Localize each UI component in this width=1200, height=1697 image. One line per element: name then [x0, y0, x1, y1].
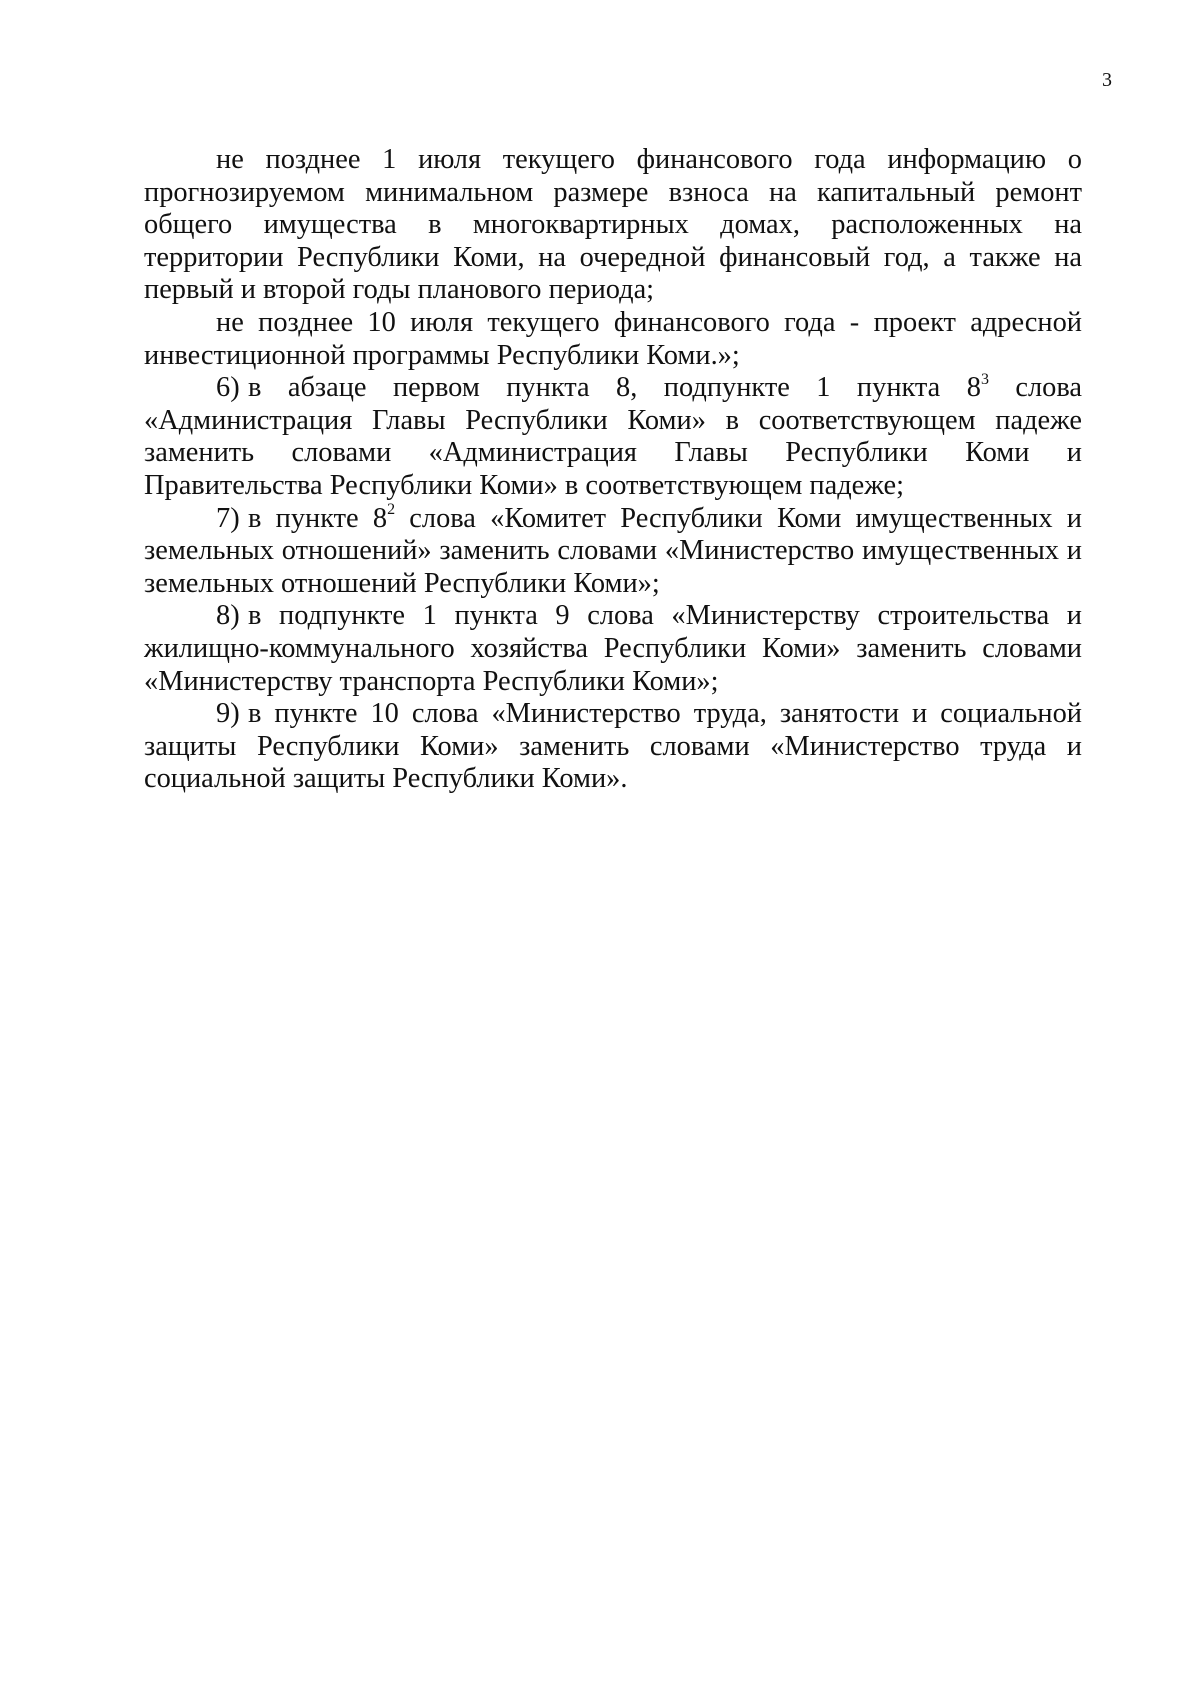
item-number: 9)	[216, 698, 240, 730]
paragraph-deadline-july-1: не позднее 1 июля текущего финансового года информацию о прогнозируемом минимальном размере взноса на капитальный ремонт общего имущества в многоквартирных домах, расположенных на территории Республики Коми, на очередной финансовый год, а также на первый и второй годы планового периода;	[144, 144, 1082, 306]
document-body	[144, 144, 1082, 796]
item-text-part: слова «Комитет Республики Коми имущественных и земельных отношений» заменить словами «Министерство имущественных и земельных отношений Республики Коми»;	[144, 502, 1082, 599]
paragraph-item-9	[144, 698, 1082, 796]
superscript: 2	[387, 501, 396, 519]
paragraph-item-8	[144, 600, 1082, 698]
item-number: 6)	[216, 372, 240, 404]
paragraph-deadline-july-10: не позднее 10 июля текущего финансового года - проект адресной инвестиционной программы Республики Коми.»;	[144, 306, 1082, 371]
page-number: 3	[1102, 69, 1112, 91]
superscript: 3	[980, 370, 989, 388]
item-text-part: в пункте 8	[248, 502, 388, 534]
item-text-part: слова «Администрация Главы Республики Коми» в соответствующем падеже заменить словами «Администрация Главы Республики Коми и Правительства Республики Коми» в соответствующем падеже;	[144, 372, 1082, 501]
item-text: в пункте 10 слова «Министерство труда, занятости и социальной защиты Республики Коми» заменить словами «Министерство труда и социальной защиты Республики Коми».	[144, 698, 1082, 795]
item-text: в подпункте 1 пункта 9 слова «Министерству строительства и жилищно-коммунального хозяйства Республики Коми» заменить словами «Министерству транспорта Республики Коми»;	[144, 600, 1082, 697]
item-number: 7)	[216, 502, 240, 534]
paragraph-item-7	[144, 503, 1082, 601]
item-number: 8)	[216, 600, 240, 632]
item-text-part: в абзаце первом пункта 8, подпункте 1 пункта 8	[248, 372, 981, 404]
paragraph-item-6	[144, 372, 1082, 502]
